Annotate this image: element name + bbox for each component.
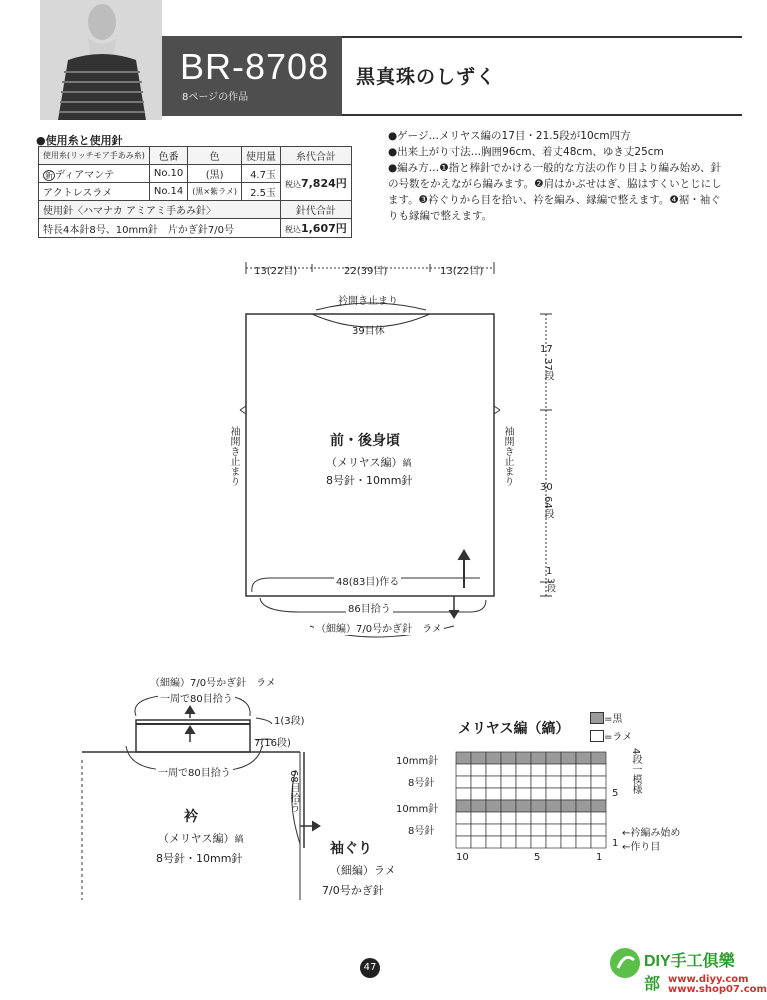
col-num-5: 5 [534,852,541,863]
chart-cell [591,764,606,776]
collar-stop-label: 衿開き止まり [338,296,398,307]
chart-cell [471,764,486,776]
body-piece-name: 前・後身頃 [330,433,400,449]
chart-cell [471,752,486,764]
chart-cell [501,764,516,776]
needle-total-header: 針代合計 [280,201,351,219]
chart-cell [486,812,501,824]
bind-off-label: 39目休 [352,326,385,337]
chart-cell [531,812,546,824]
body-stitch: （メリヤス編）縞 [326,456,412,469]
yarn-amount: 2.5玉 [241,183,280,201]
logo-url-2: www.shop07.com [668,984,767,995]
row-label-3: 10mm針 [396,804,439,815]
col-num-1: 1 [596,852,603,863]
yarn-number: No.10 [149,165,187,183]
chart-cell [576,800,591,812]
chart-cell [561,764,576,776]
chart-cell [501,788,516,800]
row-num-1: 1 [612,838,619,849]
row-label-1: 10mm針 [396,756,439,767]
col-amount: 使用量 [241,147,280,165]
chart-cell [516,812,531,824]
collar-stitch: （メリヤス編）縞 [158,832,244,845]
chart-cell [486,800,501,812]
new-badge: 新 [45,171,53,180]
chart-cell [471,824,486,836]
chart-cell [501,776,516,788]
armhole-name: 袖ぐり [330,841,372,857]
armhole-pick: 68目拾う [288,770,299,813]
armhole-needle: 7/0号かぎ針 [322,884,384,897]
chart-cell [516,800,531,812]
col-yarn: 使用糸(リッチモア手あみ糸) [39,147,150,165]
edge-label: （細編）7/0号かぎ針 ラメ [314,620,444,635]
chart-cell [471,836,486,848]
chart-cell [576,836,591,848]
chart-cell [546,812,561,824]
chart-cell [486,788,501,800]
chart-cell [516,788,531,800]
chart-cell [456,800,471,812]
chart-cell [531,836,546,848]
yarn-color: (黒) [188,165,242,183]
yarn-total: 税込7,824円 [280,165,351,201]
collar-name: 衿 [184,809,198,825]
chart-cell [561,836,576,848]
chart-title: メリヤス編（縞） [458,721,570,737]
chart-cell [576,776,591,788]
legend-black-swatch [590,712,604,724]
chart-cell [516,776,531,788]
dim-top-left: 13(22目) [254,266,298,277]
dim-right-bot-rows: 3段 [545,578,555,593]
legend-black: =黒 [604,714,623,725]
pattern-title: 黒真珠のしずく [356,66,497,88]
chart-cell [546,764,561,776]
logo-icon [608,946,642,980]
yarn-color: (黒×紫ラメ) [188,183,242,201]
chart-cell [456,752,471,764]
chart-cell [591,776,606,788]
chart-cell [576,812,591,824]
chart-cell [561,776,576,788]
size-note: ●出来上がり寸法…胸囲96cm、着丈48cm、ゆき丈25cm [388,146,664,158]
yarn-name: アクトレスラメ [39,183,150,201]
col-color: 色 [188,147,242,165]
cast-on-label: 48(83目)作る [334,573,401,588]
chart-cell [546,800,561,812]
chart-cell [561,824,576,836]
site-logo [608,946,767,998]
stitch-chart-grid [454,750,610,850]
chart-cell [576,764,591,776]
needle-header: 使用針〈ハマナカ アミアミ手あみ針〉 [39,201,281,219]
collar-pick-top: 一周で80目拾う [158,690,235,705]
yarn-name: 新 ディアマンテ [39,165,150,183]
col-number: 色番 [149,147,187,165]
chart-cell [591,824,606,836]
sleeve-stop-left: 袖開き止まり [228,426,239,486]
row-label-4: 8号針 [408,826,435,837]
dim-right-mid-rows: 64段 [542,496,553,519]
yarn-amount: 4.7玉 [241,165,280,183]
chart-cell [456,836,471,848]
yarn-number: No.14 [149,183,187,201]
chart-cell [501,836,516,848]
chart-cell [501,812,516,824]
armhole-stitch: （細編）ラメ [330,864,396,877]
pattern-page-ref: 8ページの作品 [182,92,249,103]
page-number: 47 [360,958,380,978]
collar-rows-b: 7(16段) [254,738,291,749]
chart-cell [471,776,486,788]
needle-total: 税込1,607円 [280,219,351,238]
pickup-label: 86目拾う [346,600,393,615]
col-yarn-total: 糸代合計 [280,147,351,165]
legend-lame: =ラメ [604,732,633,743]
chart-cell [486,824,501,836]
sleeve-stop-right: 袖開き止まり [502,426,513,486]
chart-cell [456,764,471,776]
chart-cell [561,752,576,764]
chart-cell [561,812,576,824]
chart-cell [591,836,606,848]
row-label-2: 8号針 [408,778,435,789]
cast-on-note: ←作り目 [622,842,661,853]
method-note: ●編み方…❶指と棒針でかける一般的な方法の作り目より編み始め、針の号数をかえながら編みます。❷肩はかぶせはぎ、脇はすくいとじにします。❸衿ぐりから目を拾い、衿を編み、縁編で整えます。❹裾・袖ぐりも縁編で整えます。 [388,162,722,222]
chart-cell [561,800,576,812]
chart-cell [531,764,546,776]
body-needles: 8号針・10mm針 [326,474,413,487]
gauge-note: ●ゲージ…メリヤス編の17目・21.5段が10cm四方 [388,130,631,142]
chart-cell [591,752,606,764]
chart-cell [471,800,486,812]
chart-cell [516,752,531,764]
chart-cell [546,776,561,788]
chart-cell [486,752,501,764]
chart-cell [591,788,606,800]
chart-cell [516,836,531,848]
chart-cell [501,824,516,836]
chart-cell [591,800,606,812]
chart-cell [576,752,591,764]
pattern-code: BR-8708 [180,46,330,87]
chart-cell [531,788,546,800]
chart-cell [561,788,576,800]
collar-rows-a: 1(3段) [274,716,305,727]
chart-cell [501,752,516,764]
needle-list: 特長4本針8号、10mm針 片かぎ針7/0号 [39,219,281,238]
chart-cell [456,812,471,824]
collar-edge-label: （細編）7/0号かぎ針 ラメ [150,678,276,689]
chart-cell [456,824,471,836]
chart-cell [531,752,546,764]
chart-cell [531,800,546,812]
chart-cell [471,788,486,800]
chart-cell [546,836,561,848]
chart-cell [471,812,486,824]
logo-url-1: www.diyy.com [668,974,749,985]
dim-right-bot: 1 [546,566,553,577]
chart-cell [456,776,471,788]
collar-start-note: ←衿編み始め [622,828,681,839]
logo-text: DIY手工俱樂部 [644,953,735,993]
chart-cell [546,824,561,836]
legend-lame-swatch [590,730,604,742]
dim-right-mid: 30 [540,482,553,493]
dim-top-mid: 22(39目) [344,266,388,277]
dim-right-top: 17 [540,344,553,355]
chart-cell [531,824,546,836]
repeat-label: 4段一模様 [630,748,641,795]
chart-cell [456,788,471,800]
chart-cell [501,800,516,812]
col-num-10: 10 [456,852,469,863]
chart-cell [546,788,561,800]
dim-right-top-rows: 37段 [542,358,553,381]
chart-cell [516,824,531,836]
chart-cell [516,764,531,776]
chart-cell [531,776,546,788]
chart-cell [576,824,591,836]
chart-cell [546,752,561,764]
chart-cell [576,788,591,800]
collar-needles: 8号針・10mm針 [156,852,243,865]
chart-cell [486,776,501,788]
yarn-section-title: ●使用糸と使用針 [36,134,123,147]
row-num-5: 5 [612,788,619,799]
chart-cell [591,812,606,824]
chart-cell [486,764,501,776]
dim-top-right: 13(22目) [440,266,484,277]
collar-pick-bottom: 一周で80目拾う [156,764,233,779]
chart-cell [486,836,501,848]
